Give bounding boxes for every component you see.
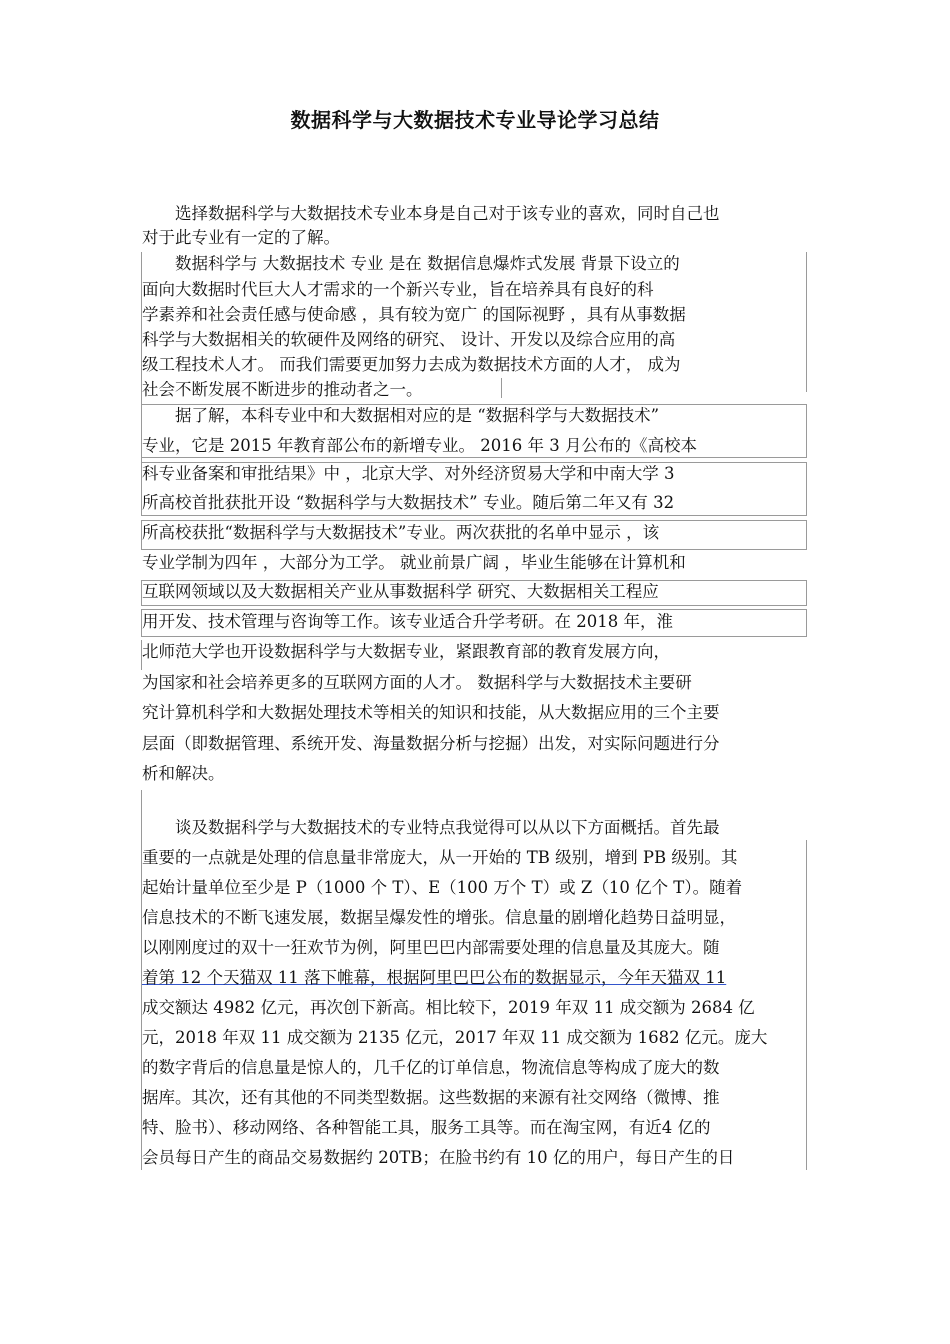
text-line: 所高校首批获批开设 “数据科学与大数据技术” 专业。随后第二年又有 32 bbox=[142, 493, 675, 512]
text-line: 重要的一点就是处理的信息量非常庞大，从一开始的 TB 级别，增到 PB 级别。其 bbox=[142, 848, 738, 867]
text-line: 学素养和社会责任感与使命感 ，具有较为宽广 的国际视野 ，具有从事数据 bbox=[142, 305, 686, 324]
text-line: 析和解决。 bbox=[142, 764, 225, 783]
text-line: 专业，它是 2015 年教育部公布的新增专业。 2016 年 3 月公布的《高校本 bbox=[142, 436, 697, 455]
text-line: 起始计量单位至少是 P（1000 个 T）、E（100 万个 T）或 Z（10 亿个 T）。随着 bbox=[142, 878, 743, 897]
document-title: 数据科学与大数据技术专业导论学习总结 bbox=[290, 108, 660, 132]
text-line: 对于此专业有一定的了解。 bbox=[142, 228, 340, 247]
text-line: 为国家和社会培养更多的互联网方面的人才。 数据科学与大数据技术主要研 bbox=[142, 673, 692, 692]
text-line: 据库。其次，还有其他的不同类型数据。这些数据的来源有社交网络（微博、推 bbox=[142, 1088, 720, 1107]
text-line: 的数字背后的信息量是惊人的，几千亿的订单信息，物流信息等构成了庞大的数 bbox=[142, 1058, 720, 1077]
text-line: 科专业备案和审批结果》中 ，北京大学、对外经济贸易大学和中南大学 3 bbox=[142, 464, 675, 483]
text-line: 会员每日产生的商品交易数据约 20TB；在脸书约有 10 亿的用户，每日产生的日 bbox=[142, 1148, 735, 1167]
text-line: 科学与大数据相关的软硬件及网络的研究、 设计、开发以及综合应用的高 bbox=[142, 330, 676, 349]
text-line: 特、脸书）、移动网络、各种智能工具，服务工具等。而在淘宝网，有近4 亿的 bbox=[142, 1118, 711, 1137]
frame-rule-mid bbox=[501, 378, 502, 398]
text-line: 选择数据科学与大数据技术专业本身是自己对于该专业的喜欢，同时自己也 bbox=[142, 204, 720, 223]
text-line: 数据科学与 大数据技术 专业 是在 数据信息爆炸式发展 背景下设立的 bbox=[142, 254, 680, 273]
text-line: 元，2018 年双 11 成交额为 2135 亿元，2017 年双 11 成交额为 1682 亿元。庞大 bbox=[142, 1028, 768, 1047]
text-line: 信息技术的不断飞速发展，数据呈爆发性的增张。信息量的剧增化趋势日益明显， bbox=[142, 908, 736, 927]
text-line: 谈及数据科学与大数据技术的专业特点我觉得可以从以下方面概括。首先最 bbox=[142, 818, 720, 837]
text-line: 互联网领域以及大数据相关产业从事数据科学 研究、大数据相关工程应 bbox=[142, 582, 659, 601]
text-line: 所高校获批“数据科学与大数据技术”专业。两次获批的名单中显示 ，该 bbox=[142, 523, 660, 542]
text-line: 用开发、技术管理与咨询等工作。该专业适合升学考研。在 2018 年，淮 bbox=[142, 612, 673, 631]
text-line: 北师范大学也开设数据科学与大数据专业，紧跟教育部的教育发展方向， bbox=[142, 642, 670, 661]
text-line: 成交额达 4982 亿元，再次创下新高。相比较下，2019 年双 11 成交额为 2684 亿 bbox=[142, 998, 755, 1017]
text-line: 面向大数据时代巨大人才需求的一个新兴专业，旨在培养具有良好的科 bbox=[142, 280, 654, 299]
text-line: 据了解，本科专业中和大数据相对应的是 “数据科学与大数据技术” bbox=[142, 406, 660, 425]
text-line: 层面（即数据管理、系统开发、海量数据分析与挖掘）出发，对实际问题进行分 bbox=[142, 734, 720, 753]
frame-rule-right bbox=[806, 252, 807, 392]
text-line: 以刚刚度过的双十一狂欢节为例，阿里巴巴内部需要处理的信息量及其庞大。随 bbox=[142, 938, 720, 957]
text-line: 专业学制为四年 ，大部分为工学。 就业前景广阔 ，毕业生能够在计算机和 bbox=[142, 553, 686, 572]
text-line: 着第 12 个天猫双 11 落下帷幕，根据阿里巴巴公布的数据显示，今年天猫双 11 bbox=[142, 968, 727, 987]
frame-rule-right bbox=[806, 840, 807, 1170]
text-line: 究计算机科学和大数据处理技术等相关的知识和技能，从大数据应用的三个主要 bbox=[142, 703, 720, 722]
text-line: 社会不断发展不断进步的推动者之一。 bbox=[142, 380, 423, 399]
text-line: 级工程技术人才。 而我们需要更加努力去成为数据技术方面的人才， 成为 bbox=[142, 355, 681, 374]
